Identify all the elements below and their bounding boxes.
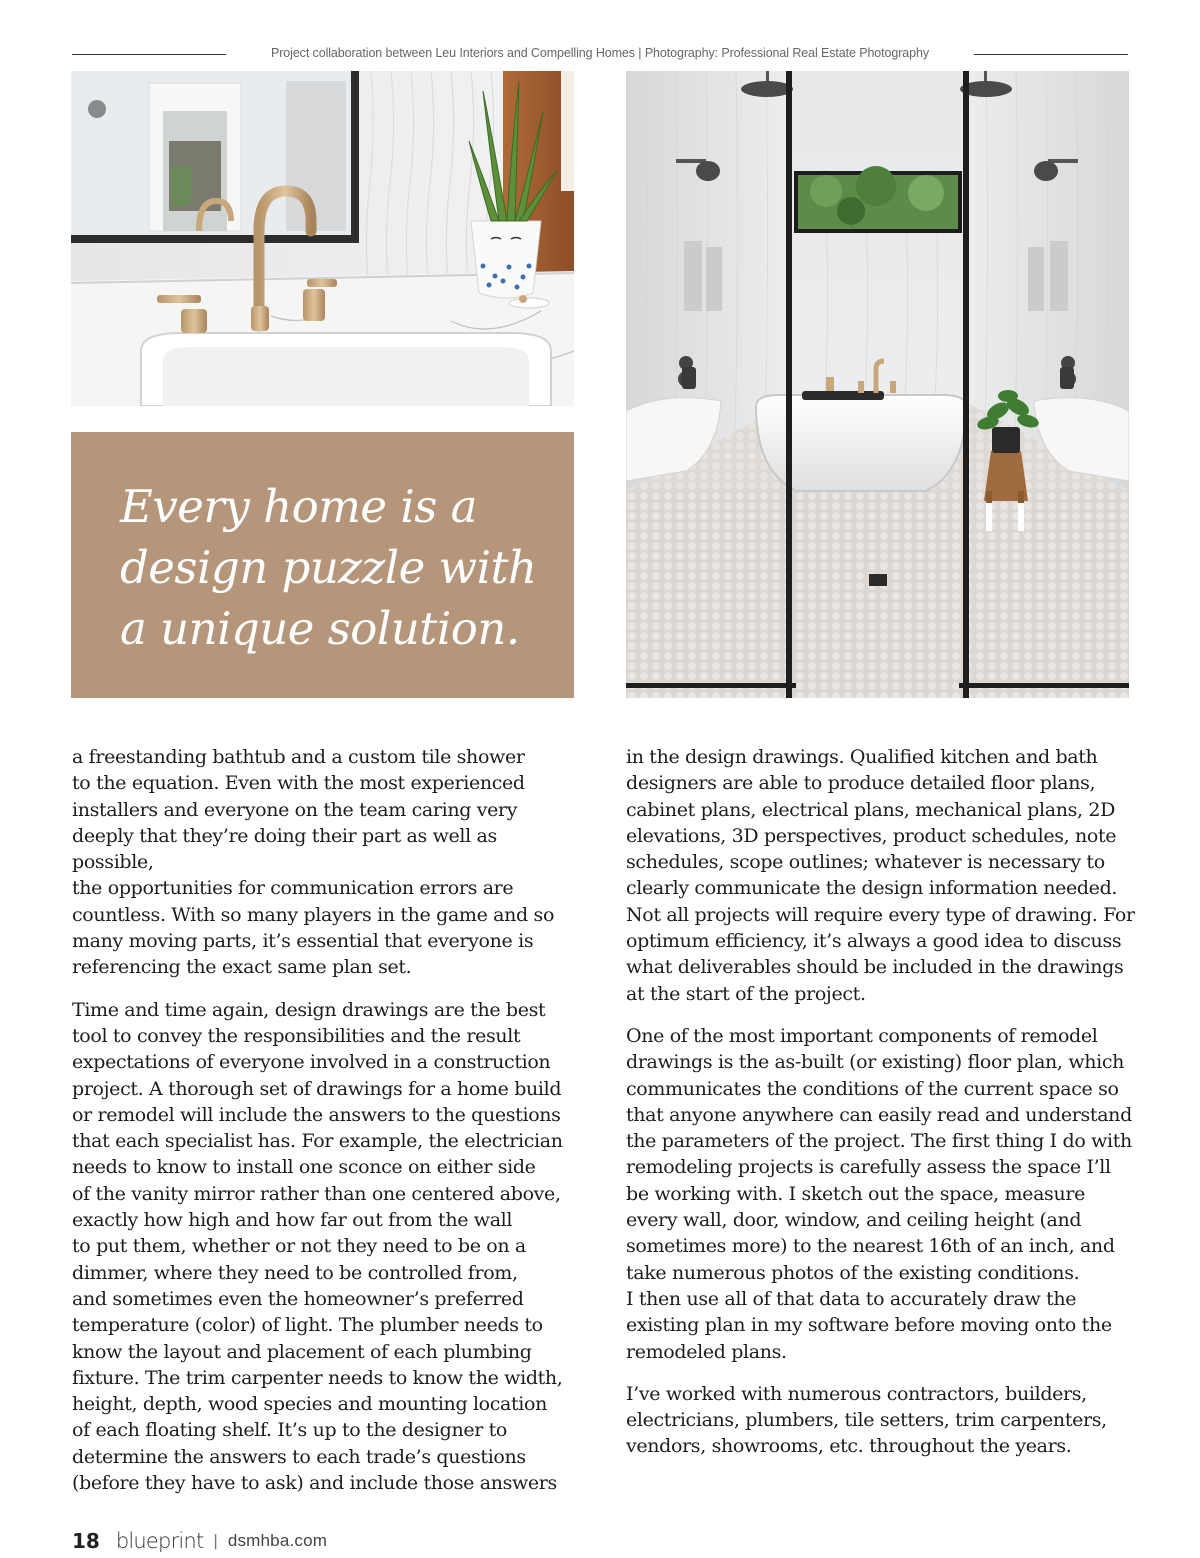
text-line: sometimes more) to the nearest 16th of an inch, and [626,1235,1115,1258]
page-footer [72,1526,327,1556]
footer-separator: | [213,1531,218,1550]
pull-quote-line: Every home is a [120,480,477,533]
text-line: of the vanity mirror rather than one centered above, [72,1182,561,1205]
text-line: electricians, plumbers, tile setters, trim carpenters, [626,1409,1107,1432]
text-line: a freestanding bathtub and a custom tile shower [72,746,525,768]
article-paragraph [626,1023,1136,1365]
text-line: to put them, whether or not they need to be on a [72,1235,526,1258]
text-line: what deliverables should be included in the drawings [626,956,1124,979]
text-line: remodeled plans. [626,1340,787,1363]
text-line: clearly communicate the design information needed. [626,877,1118,900]
text-line: referencing the exact same plan set. [72,956,412,979]
text-line: designers are able to produce detailed floor plans, [626,772,1096,795]
text-line: tool to convey the responsibilities and the result [72,1024,521,1047]
text-line: schedules, scope outlines; whatever is necessary to [626,851,1105,874]
magazine-logo: blueprint [115,1529,204,1553]
text-line: in the design drawings. Qualified kitchen and bath [626,746,1098,768]
text-line: take numerous photos of the existing conditions. [626,1261,1080,1284]
text-line: temperature (color) of light. The plumber needs to [72,1314,543,1337]
text-line: project. A thorough set of drawings for a home build [72,1077,562,1100]
page-number: 18 [72,1529,100,1553]
pull-quote-line: a unique solution. [120,602,520,655]
text-line: deeply that they’re doing their part as well as possible, [72,824,497,874]
text-line: vendors, showrooms, etc. throughout the years. [626,1435,1072,1458]
text-line: that anyone anywhere can easily read and understand [626,1103,1132,1126]
text-line: know the layout and placement of each plumbing [72,1340,532,1363]
website-link[interactable]: dsmhba.com [227,1531,328,1550]
sink-photo [71,71,574,406]
text-line: One of the most important components of remodel [626,1024,1098,1047]
text-line: and sometimes even the homeowner’s preferred [72,1287,524,1310]
text-line: determine the answers to each trade’s questions [72,1445,526,1468]
text-line: of each floating shelf. It’s up to the designer to [72,1419,508,1442]
text-line: expectations of everyone involved in a construction [72,1051,551,1074]
article-paragraph [626,744,1136,1007]
text-line: remodeling projects is carefully assess the space I’ll [626,1156,1111,1179]
text-line: cabinet plans, electrical plans, mechanical plans, 2D [626,798,1115,821]
text-line: installers and everyone on the team caring very [72,798,518,821]
credit-rule-right [974,54,1128,55]
text-line: drawings is the as-built (or existing) floor plan, which [626,1051,1125,1074]
text-line: Time and time again, design drawings are the best [72,998,546,1021]
text-line: needs to know to install one sconce on either side [72,1156,536,1179]
text-line: dimmer, where they need to be controlled from, [72,1261,518,1284]
text-line: many moving parts, it’s essential that everyone is [72,930,534,953]
pull-quote-line: design puzzle with [120,541,537,594]
shower-photo [626,71,1129,698]
article-paragraph [626,1381,1136,1460]
text-line: existing plan in my software before moving onto the [626,1314,1112,1337]
text-line: elevations, 3D perspectives, product schedules, note [626,824,1117,847]
text-line: I then use all of that data to accurately draw the [626,1287,1077,1310]
text-line: I’ve worked with numerous contractors, builders, [626,1382,1087,1405]
text-line: the opportunities for communication errors are [72,877,514,900]
text-line: optimum efficiency, it’s always a good idea to discuss [626,930,1122,953]
credit-rule-left [72,54,226,55]
text-line: countless. With so many players in the game and so [72,903,555,926]
text-line: that each specialist has. For example, the electrician [72,1130,563,1153]
article-paragraph [72,997,582,1497]
text-line: Not all projects will require every type of drawing. For [626,903,1135,926]
text-line: every wall, door, window, and ceiling height (and [626,1209,1082,1232]
text-line: at the start of the project. [626,982,866,1005]
pull-quote-box [71,432,574,698]
text-line: exactly how high and how far out from the wall [72,1209,513,1232]
text-line: (before they have to ask) and include those answers [72,1472,557,1495]
text-line: be working with. I sketch out the space, measure [626,1182,1085,1205]
article-column-left [72,744,582,1512]
text-line: height, depth, wood species and mounting location [72,1393,548,1416]
text-line: to the equation. Even with the most experienced [72,772,525,795]
text-line: fixture. The trim carpenter needs to know the width, [72,1366,563,1389]
pull-quote [120,476,560,659]
article-column-right [626,744,1136,1476]
text-line: or remodel will include the answers to the questions [72,1103,561,1126]
text-line: communicates the conditions of the current space so [626,1077,1119,1100]
photo-credit: Project collaboration between Leu Interiors and Compelling Homes | Photography: Professional Real Estate Photography [270,46,929,60]
text-line: the parameters of the project. The first thing I do with [626,1130,1132,1153]
article-paragraph [72,744,582,981]
